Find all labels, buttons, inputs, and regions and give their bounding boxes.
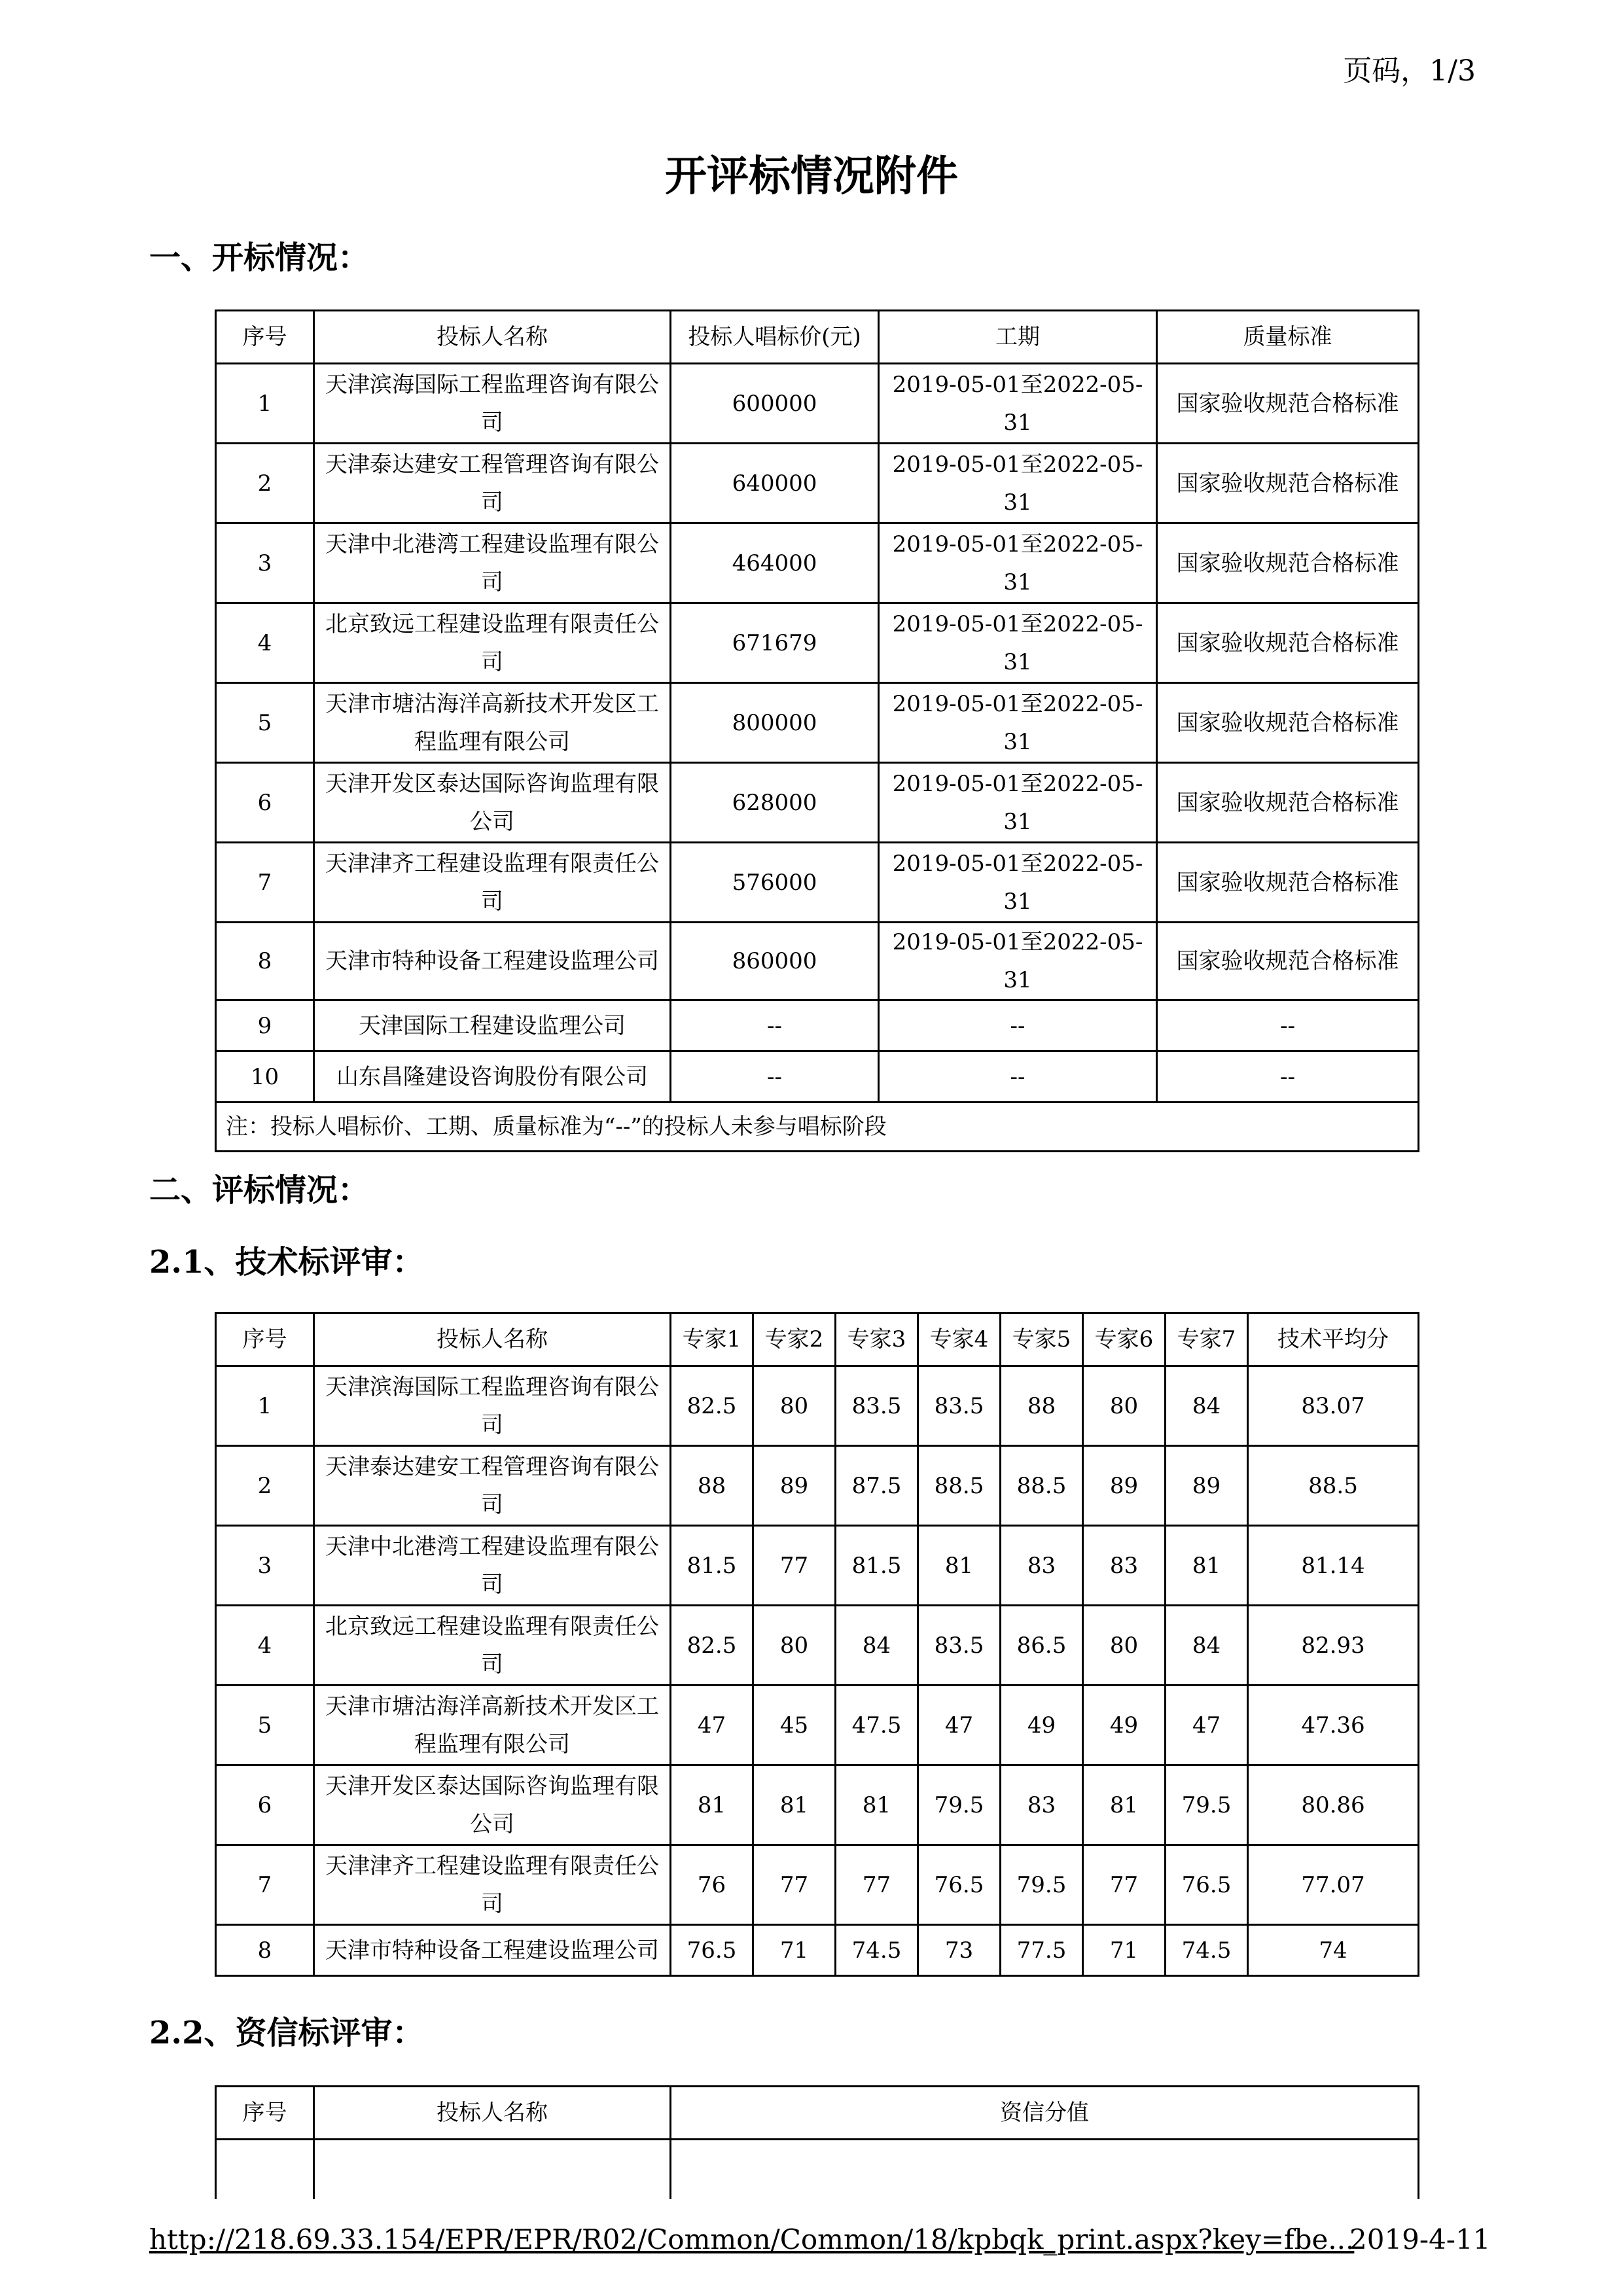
table-row [216, 1051, 1419, 1103]
expert-score-cell: 47 [671, 1686, 753, 1765]
average-score-cell: 77.07 [1248, 1845, 1419, 1925]
expert-score-cell: 81 [753, 1765, 836, 1845]
bid-opening-table [215, 309, 1419, 1152]
column-header: 专家4 [918, 1313, 1001, 1366]
table-cell: 7 [216, 1845, 314, 1925]
expert-score-cell: 79.5 [1166, 1765, 1248, 1845]
bidder-name-cell: 天津津齐工程建设监理有限责任公司 [314, 843, 671, 923]
source-url-link[interactable]: http://218.69.33.154/EPR/EPR/R02/Common/Common/18/kpbqk_print.aspx?key=fbe... [149, 2223, 1355, 2255]
expert-score-cell: 87.5 [836, 1446, 918, 1526]
bidder-name-cell: 天津国际工程建设监理公司 [314, 1000, 671, 1051]
expert-score-cell: 81.5 [836, 1526, 918, 1606]
bidder-name-cell: 天津泰达建安工程管理咨询有限公司 [314, 1446, 671, 1526]
column-header: 工期 [879, 311, 1157, 364]
expert-score-cell: 74.5 [836, 1925, 918, 1976]
expert-score-cell: 82.5 [671, 1606, 753, 1686]
expert-score-cell: 79.5 [1001, 1845, 1083, 1925]
section-2-heading: 二、评标情况： [149, 1172, 370, 1209]
table-note: 注：投标人唱标价、工期、质量标准为“--”的投标人未参与唱标阶段 [216, 1103, 1419, 1152]
expert-score-cell: 81 [918, 1526, 1001, 1606]
expert-score-cell: 83.5 [918, 1366, 1001, 1446]
table-cell: 4 [216, 1606, 314, 1686]
average-score-cell: 88.5 [1248, 1446, 1419, 1526]
column-header: 投标人名称 [314, 311, 671, 364]
table-cell: 国家验收规范合格标准 [1157, 444, 1419, 523]
table-header-row [216, 311, 1419, 364]
table-row [216, 1765, 1419, 1845]
table-cell: 4 [216, 603, 314, 683]
average-score-cell: 74 [1248, 1925, 1419, 1976]
table-row [216, 1526, 1419, 1606]
expert-score-cell: 76.5 [918, 1845, 1001, 1925]
table-cell: 5 [216, 1686, 314, 1765]
expert-score-cell: 81 [836, 1765, 918, 1845]
expert-score-cell: 77 [753, 1845, 836, 1925]
expert-score-cell: 84 [836, 1606, 918, 1686]
expert-score-cell: 77.5 [1001, 1925, 1083, 1976]
expert-score-cell: 83.5 [918, 1606, 1001, 1686]
expert-score-cell: 81.5 [671, 1526, 753, 1606]
table-cell: 国家验收规范合格标准 [1157, 843, 1419, 923]
expert-score-cell: 80 [753, 1606, 836, 1686]
table-cell: 国家验收规范合格标准 [1157, 523, 1419, 603]
table-cell: 640000 [671, 444, 879, 523]
expert-score-cell: 88.5 [918, 1446, 1001, 1526]
table-row [216, 1446, 1419, 1526]
table-row [216, 843, 1419, 923]
column-header: 专家5 [1001, 1313, 1083, 1366]
table-row [216, 683, 1419, 763]
table-cell: 2019-05-01至2022-05-31 [879, 923, 1157, 1000]
table-cell: 2 [216, 444, 314, 523]
table-cell: 2019-05-01至2022-05-31 [879, 843, 1157, 923]
table-cell: 6 [216, 763, 314, 843]
table-cell: 国家验收规范合格标准 [1157, 923, 1419, 1000]
table-cell: 8 [216, 1925, 314, 1976]
expert-score-cell: 47.5 [836, 1686, 918, 1765]
technical-score-table [215, 1312, 1419, 1977]
table-cell: -- [1157, 1051, 1419, 1103]
table-row [216, 1925, 1419, 1976]
table-cell: -- [879, 1051, 1157, 1103]
table-row [216, 444, 1419, 523]
print-date: 2019-4-11 [1349, 2223, 1491, 2255]
table-row [216, 364, 1419, 444]
expert-score-cell: 81 [1166, 1526, 1248, 1606]
table-cell: -- [1157, 1000, 1419, 1051]
expert-score-cell: 74.5 [1166, 1925, 1248, 1976]
table-note-row [216, 1103, 1419, 1152]
table-cell: 国家验收规范合格标准 [1157, 364, 1419, 444]
column-header: 专家2 [753, 1313, 836, 1366]
column-header: 资信分值 [671, 2087, 1419, 2140]
expert-score-cell: 80 [1083, 1606, 1166, 1686]
bidder-name-cell: 天津开发区泰达国际咨询监理有限公司 [314, 1765, 671, 1845]
expert-score-cell: 71 [1083, 1925, 1166, 1976]
table-cell: 2019-05-01至2022-05-31 [879, 603, 1157, 683]
bidder-name-cell: 北京致远工程建设监理有限责任公司 [314, 1606, 671, 1686]
table-cell: 464000 [671, 523, 879, 603]
expert-score-cell: 77 [753, 1526, 836, 1606]
section-2-1-heading: 2.1、技术标评审： [149, 1244, 424, 1280]
table-row [216, 763, 1419, 843]
bidder-name-cell: 天津中北港湾工程建设监理有限公司 [314, 523, 671, 603]
expert-score-cell: 88 [671, 1446, 753, 1526]
table-cell: 3 [216, 1526, 314, 1606]
expert-score-cell: 88 [1001, 1366, 1083, 1446]
column-header: 投标人名称 [314, 1313, 671, 1366]
table-row [216, 1606, 1419, 1686]
section-1-heading: 一、开标情况： [149, 239, 370, 276]
table-cell [671, 2140, 1419, 2200]
bidder-name-cell: 天津市特种设备工程建设监理公司 [314, 1925, 671, 1976]
column-header: 序号 [216, 311, 314, 364]
table-cell: 国家验收规范合格标准 [1157, 603, 1419, 683]
column-header: 投标人名称 [314, 2087, 671, 2140]
bidder-name-cell: 天津市塘沽海洋高新技术开发区工程监理有限公司 [314, 683, 671, 763]
expert-score-cell: 47 [1166, 1686, 1248, 1765]
bidder-name-cell: 天津津齐工程建设监理有限责任公司 [314, 1845, 671, 1925]
column-header: 序号 [216, 1313, 314, 1366]
average-score-cell: 47.36 [1248, 1686, 1419, 1765]
table-cell [216, 2140, 314, 2200]
expert-score-cell: 84 [1166, 1366, 1248, 1446]
table-row [216, 523, 1419, 603]
table-cell: 2019-05-01至2022-05-31 [879, 364, 1157, 444]
expert-score-cell: 82.5 [671, 1366, 753, 1446]
expert-score-cell: 81 [1083, 1765, 1166, 1845]
bidder-name-cell: 山东昌隆建设咨询股份有限公司 [314, 1051, 671, 1103]
column-header: 专家3 [836, 1313, 918, 1366]
table-cell: 2019-05-01至2022-05-31 [879, 683, 1157, 763]
table-header-row [216, 2087, 1419, 2140]
expert-score-cell: 79.5 [918, 1765, 1001, 1845]
table-cell: 1 [216, 1366, 314, 1446]
table-row [216, 1686, 1419, 1765]
expert-score-cell: 73 [918, 1925, 1001, 1976]
average-score-cell: 80.86 [1248, 1765, 1419, 1845]
table-cell: 7 [216, 843, 314, 923]
table-row [216, 603, 1419, 683]
expert-score-cell: 71 [753, 1925, 836, 1976]
expert-score-cell: 80 [1083, 1366, 1166, 1446]
table-cell [314, 2140, 671, 2200]
bidder-name-cell: 天津滨海国际工程监理咨询有限公司 [314, 1366, 671, 1446]
table-cell: 671679 [671, 603, 879, 683]
expert-score-cell: 76.5 [671, 1925, 753, 1976]
table-cell: 3 [216, 523, 314, 603]
table-row [216, 1000, 1419, 1051]
table-cell: -- [671, 1051, 879, 1103]
expert-score-cell: 77 [836, 1845, 918, 1925]
bidder-name-cell: 天津滨海国际工程监理咨询有限公司 [314, 364, 671, 444]
table-cell: 2 [216, 1446, 314, 1526]
expert-score-cell: 83 [1083, 1526, 1166, 1606]
table-cell: 2019-05-01至2022-05-31 [879, 444, 1157, 523]
credit-score-table [215, 2085, 1419, 2199]
table-row [216, 1366, 1419, 1446]
column-header: 专家7 [1166, 1313, 1248, 1366]
column-header: 序号 [216, 2087, 314, 2140]
table-cell: 1 [216, 364, 314, 444]
table-cell: 10 [216, 1051, 314, 1103]
section-2-2-heading: 2.2、资信标评审： [149, 2015, 424, 2051]
table-cell: 2019-05-01至2022-05-31 [879, 523, 1157, 603]
table-cell: 5 [216, 683, 314, 763]
expert-score-cell: 76 [671, 1845, 753, 1925]
page-number: 页码，1/3 [1343, 54, 1476, 88]
expert-score-cell: 45 [753, 1686, 836, 1765]
table-cell: 6 [216, 1765, 314, 1845]
bidder-name-cell: 天津市特种设备工程建设监理公司 [314, 923, 671, 1000]
table-cell: 860000 [671, 923, 879, 1000]
table-cell: 628000 [671, 763, 879, 843]
expert-score-cell: 84 [1166, 1606, 1248, 1686]
column-header: 技术平均分 [1248, 1313, 1419, 1366]
bidder-name-cell: 天津中北港湾工程建设监理有限公司 [314, 1526, 671, 1606]
expert-score-cell: 83 [1001, 1526, 1083, 1606]
table-cell: 800000 [671, 683, 879, 763]
bidder-name-cell: 天津泰达建安工程管理咨询有限公司 [314, 444, 671, 523]
table-cell: 2019-05-01至2022-05-31 [879, 763, 1157, 843]
expert-score-cell: 89 [1166, 1446, 1248, 1526]
table-cell: -- [671, 1000, 879, 1051]
table-cell: 9 [216, 1000, 314, 1051]
table-cell: 国家验收规范合格标准 [1157, 763, 1419, 843]
bidder-name-cell: 天津开发区泰达国际咨询监理有限公司 [314, 763, 671, 843]
bidder-name-cell: 天津市塘沽海洋高新技术开发区工程监理有限公司 [314, 1686, 671, 1765]
bidder-name-cell: 北京致远工程建设监理有限责任公司 [314, 603, 671, 683]
expert-score-cell: 49 [1083, 1686, 1166, 1765]
expert-score-cell: 47 [918, 1686, 1001, 1765]
column-header: 质量标准 [1157, 311, 1419, 364]
table-row [216, 2140, 1419, 2200]
table-row [216, 1845, 1419, 1925]
expert-score-cell: 89 [1083, 1446, 1166, 1526]
table-row [216, 923, 1419, 1000]
table-cell: -- [879, 1000, 1157, 1051]
expert-score-cell: 77 [1083, 1845, 1166, 1925]
average-score-cell: 81.14 [1248, 1526, 1419, 1606]
expert-score-cell: 80 [753, 1366, 836, 1446]
table-cell: 国家验收规范合格标准 [1157, 683, 1419, 763]
expert-score-cell: 81 [671, 1765, 753, 1845]
expert-score-cell: 76.5 [1166, 1845, 1248, 1925]
column-header: 专家6 [1083, 1313, 1166, 1366]
expert-score-cell: 88.5 [1001, 1446, 1083, 1526]
expert-score-cell: 83 [1001, 1765, 1083, 1845]
expert-score-cell: 86.5 [1001, 1606, 1083, 1686]
table-cell: 576000 [671, 843, 879, 923]
column-header: 专家1 [671, 1313, 753, 1366]
document-title: 开评标情况附件 [665, 152, 958, 201]
table-header-row [216, 1313, 1419, 1366]
expert-score-cell: 49 [1001, 1686, 1083, 1765]
expert-score-cell: 89 [753, 1446, 836, 1526]
table-cell: 8 [216, 923, 314, 1000]
column-header: 投标人唱标价(元) [671, 311, 879, 364]
average-score-cell: 82.93 [1248, 1606, 1419, 1686]
expert-score-cell: 83.5 [836, 1366, 918, 1446]
average-score-cell: 83.07 [1248, 1366, 1419, 1446]
table-cell: 600000 [671, 364, 879, 444]
